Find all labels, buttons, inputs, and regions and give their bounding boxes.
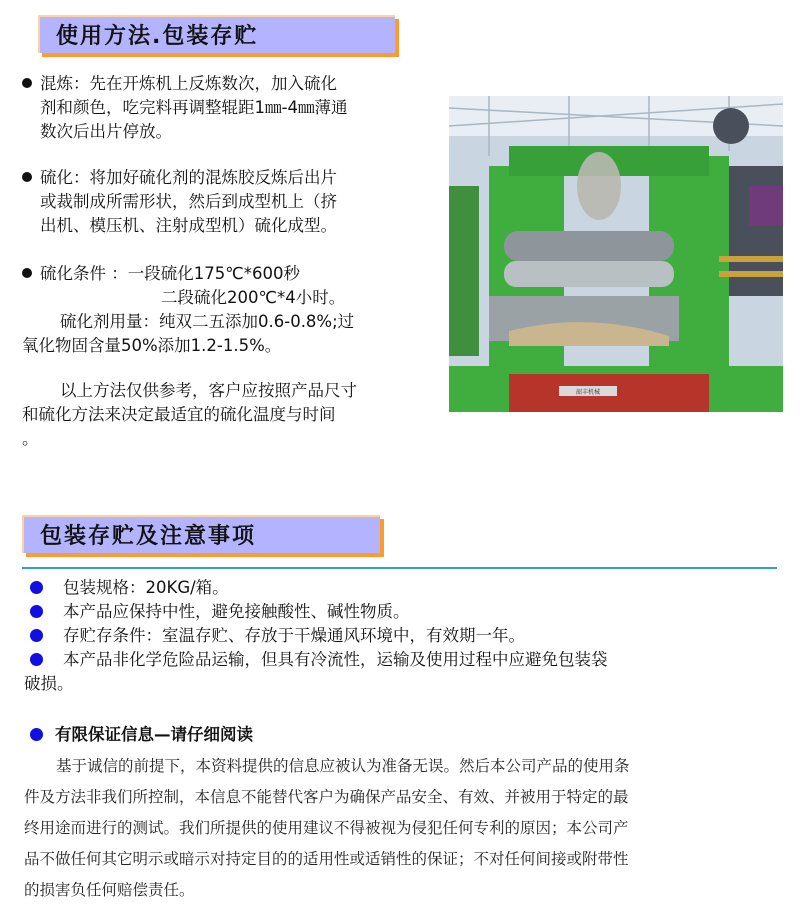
bullet-icon: [22, 78, 32, 88]
list-item-continuation: 破损。: [24, 674, 74, 693]
conditions-line-3: 硫化剂用量：纯双二五添加0.6-0.8%;过: [60, 312, 355, 331]
packaging-list: [24, 576, 774, 696]
bullet-icon: [22, 172, 32, 182]
warranty-heading: 有限保证信息—请仔细阅读: [30, 721, 253, 745]
bullet-icon: [22, 268, 32, 278]
note-line-2: 和硫化方法来决定最适宜的硫化温度与时间: [22, 405, 336, 424]
list-item: 存贮存条件：室温存贮、存放于干燥通风环境中，有效期一年。: [24, 624, 774, 648]
reference-note: [22, 379, 422, 451]
section-divider: [22, 567, 777, 569]
vulcanize-paragraph: [22, 166, 422, 238]
mixing-line-3: 数次后出片停放。: [40, 122, 172, 141]
warranty-line-2: 件及方法非我们所控制，本信息不能替代客户为确保产品安全、有效、并被用于特定的最: [24, 788, 629, 806]
mixing-line-1: 混炼：先在开炼机上反炼数次，加入硫化: [40, 74, 337, 93]
warranty-line-4: 品不做任何其它明示或暗示对持定目的的适用性或适销性的保证；不对任何间接或附带性: [24, 850, 629, 868]
note-line-3: 。: [22, 429, 39, 448]
warranty-body: [24, 751, 764, 906]
conditions-line-4: 氧化物固含量50%添加1.2-1.5%。: [22, 336, 282, 355]
conditions-paragraph: [22, 262, 422, 358]
mixing-mill-photo: [449, 96, 783, 412]
bullet-icon: [30, 629, 43, 642]
conditions-line-1: 硫化条件 ：一段硫化175℃*600秒: [40, 264, 301, 283]
vulcanize-line-1: 硫化：将加好硫化剂的混炼胶反炼后出片: [40, 168, 337, 187]
section-title-usage: 使用方法.包装存贮: [38, 15, 395, 53]
bullet-icon: [30, 653, 43, 666]
mixing-paragraph: [22, 72, 422, 144]
warranty-line-3: 终用途而进行的测试。我们所提供的使用建议不得被视为侵犯任何专利的原因；本公司产: [24, 819, 629, 837]
list-item: 本产品应保持中性，避免接触酸性、碱性物质。: [24, 600, 774, 624]
vulcanize-line-2: 或裁制成所需形状，然后到成型机上（挤: [40, 192, 337, 211]
mixing-line-2: 剂和颜色，吃完料再调整辊距1㎜-4㎜薄通: [40, 98, 348, 117]
machine-sign-text: 韶丰机械: [575, 389, 601, 396]
list-item: 本产品非化学危险品运输，但具有冷流性，运输及使用过程中应避免包装袋: [24, 648, 774, 672]
vulcanize-line-3: 出机、模压机、注射成型机）硫化成型。: [40, 216, 337, 235]
conditions-line-2: 二段硫化200℃*4小时。: [161, 288, 346, 307]
warranty-line-1: 基于诚信的前提下，本资料提供的信息应被认为准备无误。然后本公司产品的使用条: [56, 757, 630, 775]
list-item: 包装规格：20KG/箱。: [24, 576, 774, 600]
warranty-line-5: 的损害负任何赔偿责任。: [24, 881, 195, 899]
section-title-packaging: 包装存贮及注意事项: [22, 515, 380, 553]
bullet-icon: [30, 605, 43, 618]
bullet-icon: [30, 581, 43, 594]
bullet-icon: [30, 728, 43, 741]
note-line-1: 以上方法仅供参考，客户应按照产品尺寸: [60, 381, 357, 400]
